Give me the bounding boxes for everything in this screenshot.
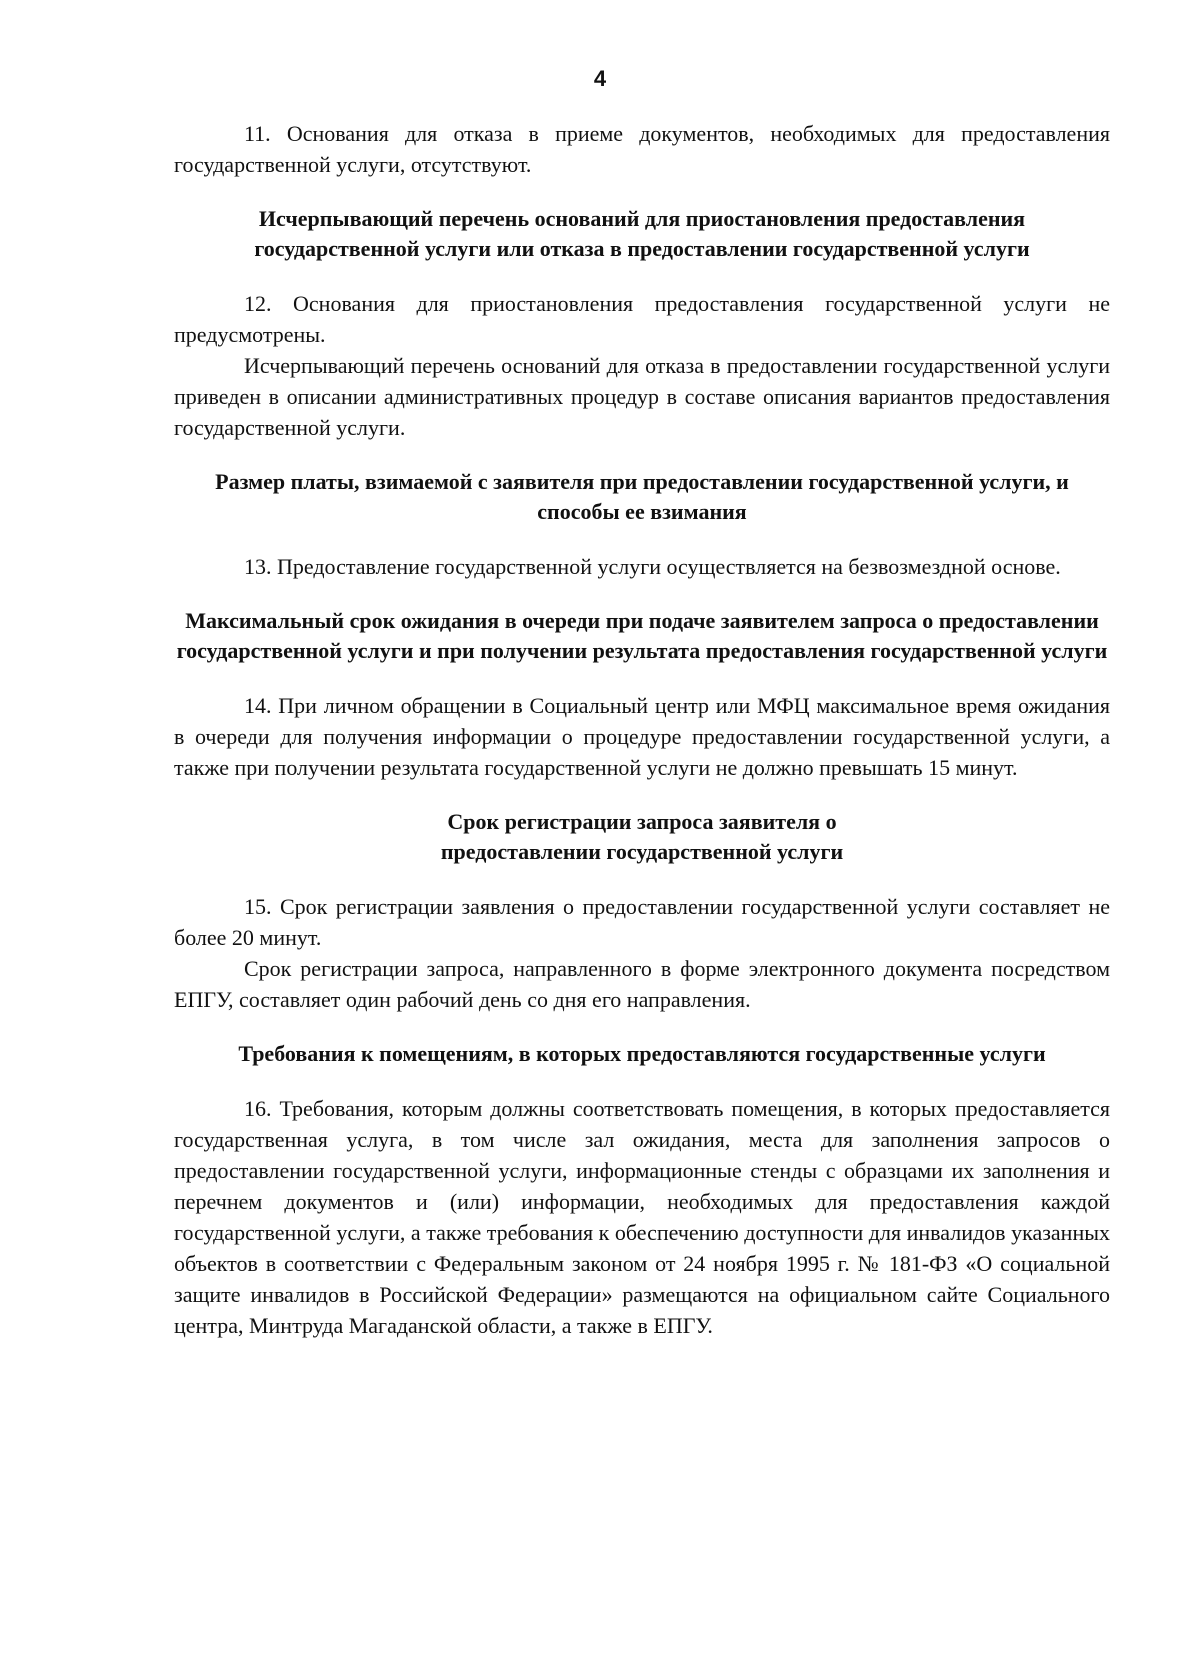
heading-queue-time: Максимальный срок ожидания в очереди при подаче заявителем запроса о предоставлении государственной услуги и при получении результата предоставления государственной услуги (176, 608, 1108, 663)
heading-registration-time: Срок регистрации запроса заявителя о предоставлении государственной услуги (440, 809, 844, 864)
paragraph-15-electronic: Срок регистрации запроса, направленного в форме электронного документа посредством ЕПГУ, составляет один рабочий день со дня его направления. (174, 956, 1110, 1012)
paragraph-11: 11. Основания для отказа в приеме документов, необходимых для предоставления государственной услуги, отсутствуют. (174, 121, 1110, 177)
document-body (174, 118, 1110, 1341)
paragraph-12: 12. Основания для приостановления предоставления государственной услуги не предусмотрены. (174, 291, 1110, 347)
paragraph-15: 15. Срок регистрации заявления о предоставлении государственной услуги составляет не более 20 минут. (174, 894, 1110, 950)
heading-suspension-grounds: Исчерпывающий перечень оснований для приостановления предоставления государственной услуги или отказа в предоставлении государственной услуги (254, 206, 1030, 261)
heading-premises-requirements: Требования к помещениям, в которых предоставляются государственные услуги (238, 1041, 1046, 1066)
paragraph-16: 16. Требования, которым должны соответствовать помещения, в которых предоставляется государственная услуга, в том числе зал ожидания, места для заполнения запросов о предоставлении государственной услуги, информационные стенды с образцами их заполнения и перечнем документов и (или) информации, необходимых для предоставления каждой государственной услуги, а также требования к обеспечению доступности для инвалидов указанных объектов в соответствии с Федеральным законом от 24 ноября 1995 г. № 181-ФЗ «О социальной защите инвалидов в Российской Федерации» размещаются на официальном сайте Социального центра, Минтруда Магаданской области, а также в ЕПГУ. (174, 1096, 1110, 1338)
heading-fee: Размер платы, взимаемой с заявителя при предоставлении государственной услуги, и способы ее взимания (215, 469, 1069, 524)
page-number: 4 (593, 66, 607, 91)
paragraph-14: 14. При личном обращении в Социальный центр или МФЦ максимальное время ожидания в очереди для получения информации о процедуре предоставлении государственной услуги, а также при получении результата государственной услуги не должно превышать 15 минут. (174, 693, 1110, 780)
paragraph-13: 13. Предоставление государственной услуги осуществляется на безвозмездной основе. (244, 554, 1061, 579)
paragraph-12-refusal-list: Исчерпывающий перечень оснований для отказа в предоставлении государственной услуги приведен в описании административных процедур в составе описания вариантов предоставления государственной услуги. (174, 353, 1110, 440)
